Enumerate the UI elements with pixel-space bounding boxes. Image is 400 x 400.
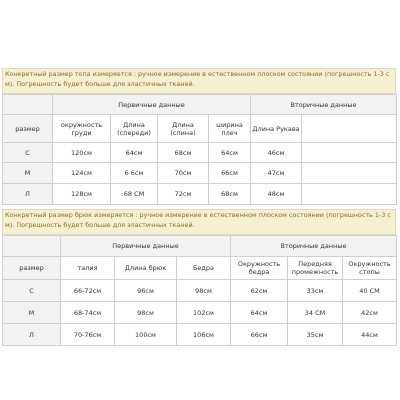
measurement-cell: 34 СМ bbox=[288, 302, 343, 324]
top-empty-header bbox=[302, 115, 397, 143]
top-size-table bbox=[2, 94, 397, 205]
measurement-cell: 35см bbox=[288, 324, 343, 346]
measurement-cell: 48см bbox=[251, 184, 302, 205]
size-label: Л bbox=[3, 324, 61, 346]
measurement-cell: 33см bbox=[288, 280, 343, 302]
measurement-cell: 68см bbox=[158, 143, 209, 163]
top-column-header: окружность груди bbox=[53, 115, 111, 143]
size-label: Л bbox=[3, 184, 53, 205]
top-secondary-data-header: Вторичные данные bbox=[251, 95, 397, 115]
pants-primary-data-header: Первичные данные bbox=[61, 236, 231, 257]
empty-cell bbox=[302, 143, 397, 163]
measurement-cell: 40 СМ bbox=[343, 280, 397, 302]
measurement-cell: 46см bbox=[251, 143, 302, 163]
measurement-cell: 128см bbox=[53, 184, 111, 205]
pants-size-column-label: размер bbox=[3, 257, 61, 280]
pants-column-header-row bbox=[3, 257, 397, 280]
measurement-cell: 120см bbox=[53, 143, 111, 163]
measurement-cell: 102см bbox=[177, 302, 231, 324]
table-row bbox=[3, 163, 397, 184]
measurement-cell: 106см bbox=[177, 324, 231, 346]
measurement-cell: 96см bbox=[115, 280, 177, 302]
size-label: М bbox=[3, 302, 61, 324]
measurement-cell: 70-76см bbox=[61, 324, 115, 346]
empty-cell bbox=[302, 184, 397, 205]
pants-size-section bbox=[2, 209, 396, 346]
top-column-header: Длина (спина) bbox=[158, 115, 209, 143]
pants-column-header: Окружность стопы bbox=[343, 257, 397, 280]
pants-column-header: Окружность бедра bbox=[231, 257, 288, 280]
pants-group-header-row bbox=[3, 236, 397, 257]
measurement-cell: 68-74см bbox=[61, 302, 115, 324]
pants-column-header: Бедра bbox=[177, 257, 231, 280]
measurement-cell: 44см bbox=[343, 324, 397, 346]
size-label: С bbox=[3, 143, 53, 163]
top-size-column-label: размер bbox=[3, 115, 53, 143]
measurement-cell: 72см bbox=[158, 184, 209, 205]
measurement-cell: 66см bbox=[231, 324, 288, 346]
measurement-cell: 64см bbox=[231, 302, 288, 324]
pants-column-header: Длина брюк bbox=[115, 257, 177, 280]
table-row bbox=[3, 302, 397, 324]
top-size-section bbox=[2, 68, 396, 205]
measurement-cell: 66-72см bbox=[61, 280, 115, 302]
top-column-header: Длина (спереди) bbox=[111, 115, 158, 143]
pants-column-header: талия bbox=[61, 257, 115, 280]
top-column-header: Длина Рукава bbox=[251, 115, 302, 143]
top-column-header-row bbox=[3, 115, 397, 143]
measurement-cell: 64см bbox=[111, 143, 158, 163]
table-row bbox=[3, 324, 397, 346]
empty-cell bbox=[302, 163, 397, 184]
pants-size-table bbox=[2, 235, 397, 346]
measurement-cell: 6 6см bbox=[111, 163, 158, 184]
measurement-cell: 47см bbox=[251, 163, 302, 184]
measurement-cell: 66см bbox=[209, 163, 251, 184]
top-corner-cell bbox=[3, 95, 53, 115]
measurement-cell: 64см bbox=[209, 143, 251, 163]
pants-column-header: Передняя промежность bbox=[288, 257, 343, 280]
measurement-cell: 68см bbox=[209, 184, 251, 205]
pants-corner-cell bbox=[3, 236, 61, 257]
measurement-cell: 70см bbox=[158, 163, 209, 184]
pants-measurement-notice: Конкретный размер брюк измеряется : ручное измерение в естественном плоском состоянии (погрешность 1-3 см). Погрешность будет больше для эластичных тканей. bbox=[2, 209, 396, 235]
top-measurement-notice: Конкретный размер топа измеряется : ручное измерение в естественном плоском состоянии (погрешность 1-3 см). Погрешность будет больше для эластичных тканей. bbox=[2, 68, 396, 94]
measurement-cell: 124см bbox=[53, 163, 111, 184]
measurement-cell: 98см bbox=[115, 302, 177, 324]
measurement-cell: 100см bbox=[115, 324, 177, 346]
table-row bbox=[3, 280, 397, 302]
measurement-cell: 62см bbox=[231, 280, 288, 302]
measurement-cell: 98см bbox=[177, 280, 231, 302]
top-group-header-row bbox=[3, 95, 397, 115]
pants-secondary-data-header: Вторичные данные bbox=[231, 236, 397, 257]
measurement-cell: 68 СМ bbox=[111, 184, 158, 205]
top-primary-data-header: Первичные данные bbox=[53, 95, 251, 115]
size-label: М bbox=[3, 163, 53, 184]
measurement-cell: 42см bbox=[343, 302, 397, 324]
table-row bbox=[3, 184, 397, 205]
top-column-header: ширина плеч bbox=[209, 115, 251, 143]
size-label: С bbox=[3, 280, 61, 302]
table-row bbox=[3, 143, 397, 163]
